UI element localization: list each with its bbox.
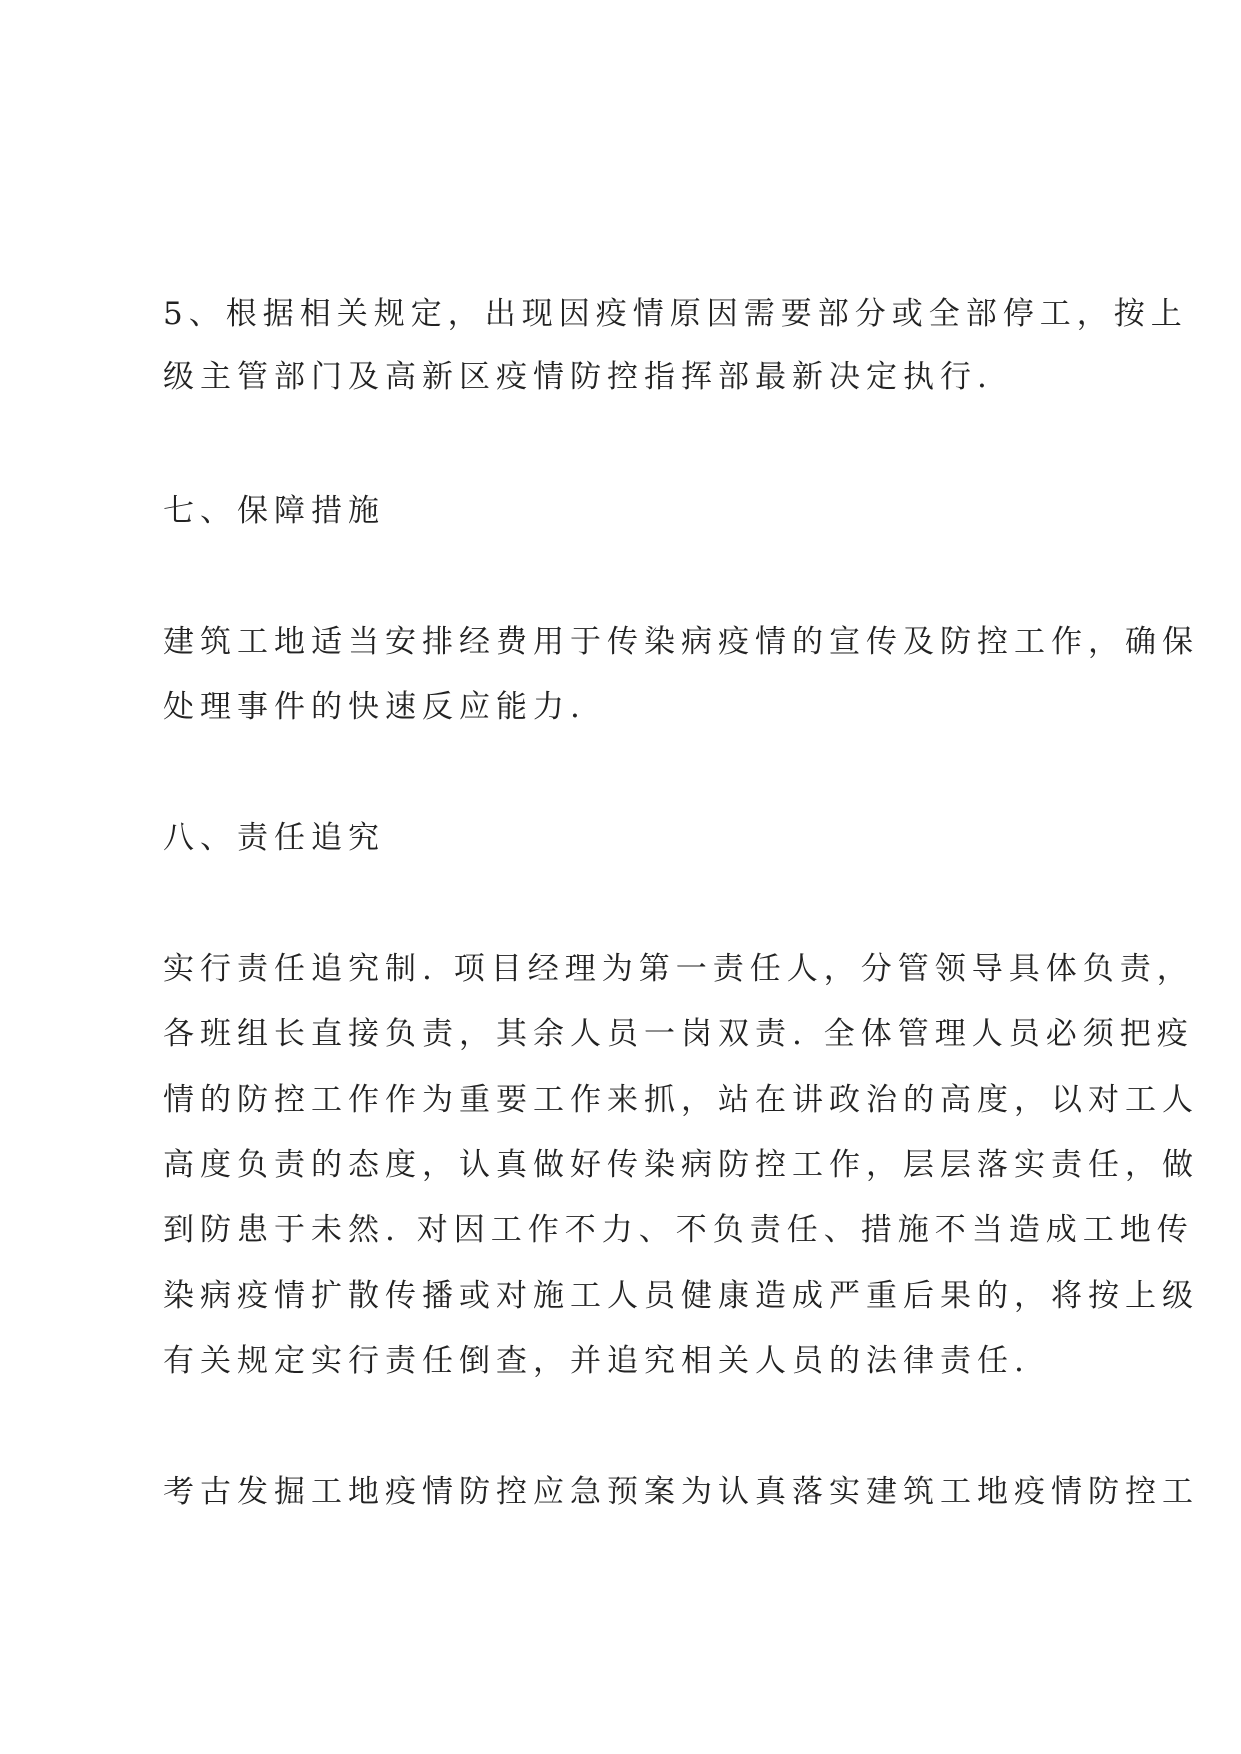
heading-8: 八、责任追究 bbox=[163, 820, 385, 856]
paragraph-responsibility-line-1: 实行责任追究制. 项目经理为第一责任人，分管领导具体负责， bbox=[163, 951, 1194, 987]
paragraph-safeguard-line-2: 处理事件的快速反应能力. bbox=[163, 689, 586, 725]
paragraph-safeguard-line-1: 建筑工地适当安排经费用于传染病疫情的宣传及防控工作，确保 bbox=[163, 624, 1199, 660]
paragraph-plan-intro-line-1: 考古发掘工地疫情防控应急预案为认真落实建筑工地疫情防控工 bbox=[163, 1474, 1199, 1510]
paragraph-5-line-2: 级主管部门及高新区疫情防控指挥部最新决定执行. bbox=[163, 359, 993, 395]
paragraph-responsibility-line-7: 有关规定实行责任倒查，并追究相关人员的法律责任. bbox=[163, 1343, 1030, 1379]
paragraph-responsibility-line-5: 到防患于未然. 对因工作不力、不负责任、措施不当造成工地传 bbox=[163, 1212, 1194, 1248]
paragraph-responsibility-line-3: 情的防控工作作为重要工作来抓，站在讲政治的高度，以对工人 bbox=[163, 1082, 1199, 1118]
paragraph-5-line-1: 5、根据相关规定，出现因疫情原因需要部分或全部停工，按上 bbox=[163, 296, 1188, 332]
heading-7: 七、保障措施 bbox=[163, 493, 385, 529]
paragraph-responsibility-line-6: 染病疫情扩散传播或对施工人员健康造成严重后果的，将按上级 bbox=[163, 1278, 1199, 1314]
paragraph-responsibility-line-2: 各班组长直接负责，其余人员一岗双责. 全体管理人员必须把疫 bbox=[163, 1016, 1194, 1052]
paragraph-responsibility-line-4: 高度负责的态度，认真做好传染病防控工作，层层落实责任，做 bbox=[163, 1147, 1199, 1183]
